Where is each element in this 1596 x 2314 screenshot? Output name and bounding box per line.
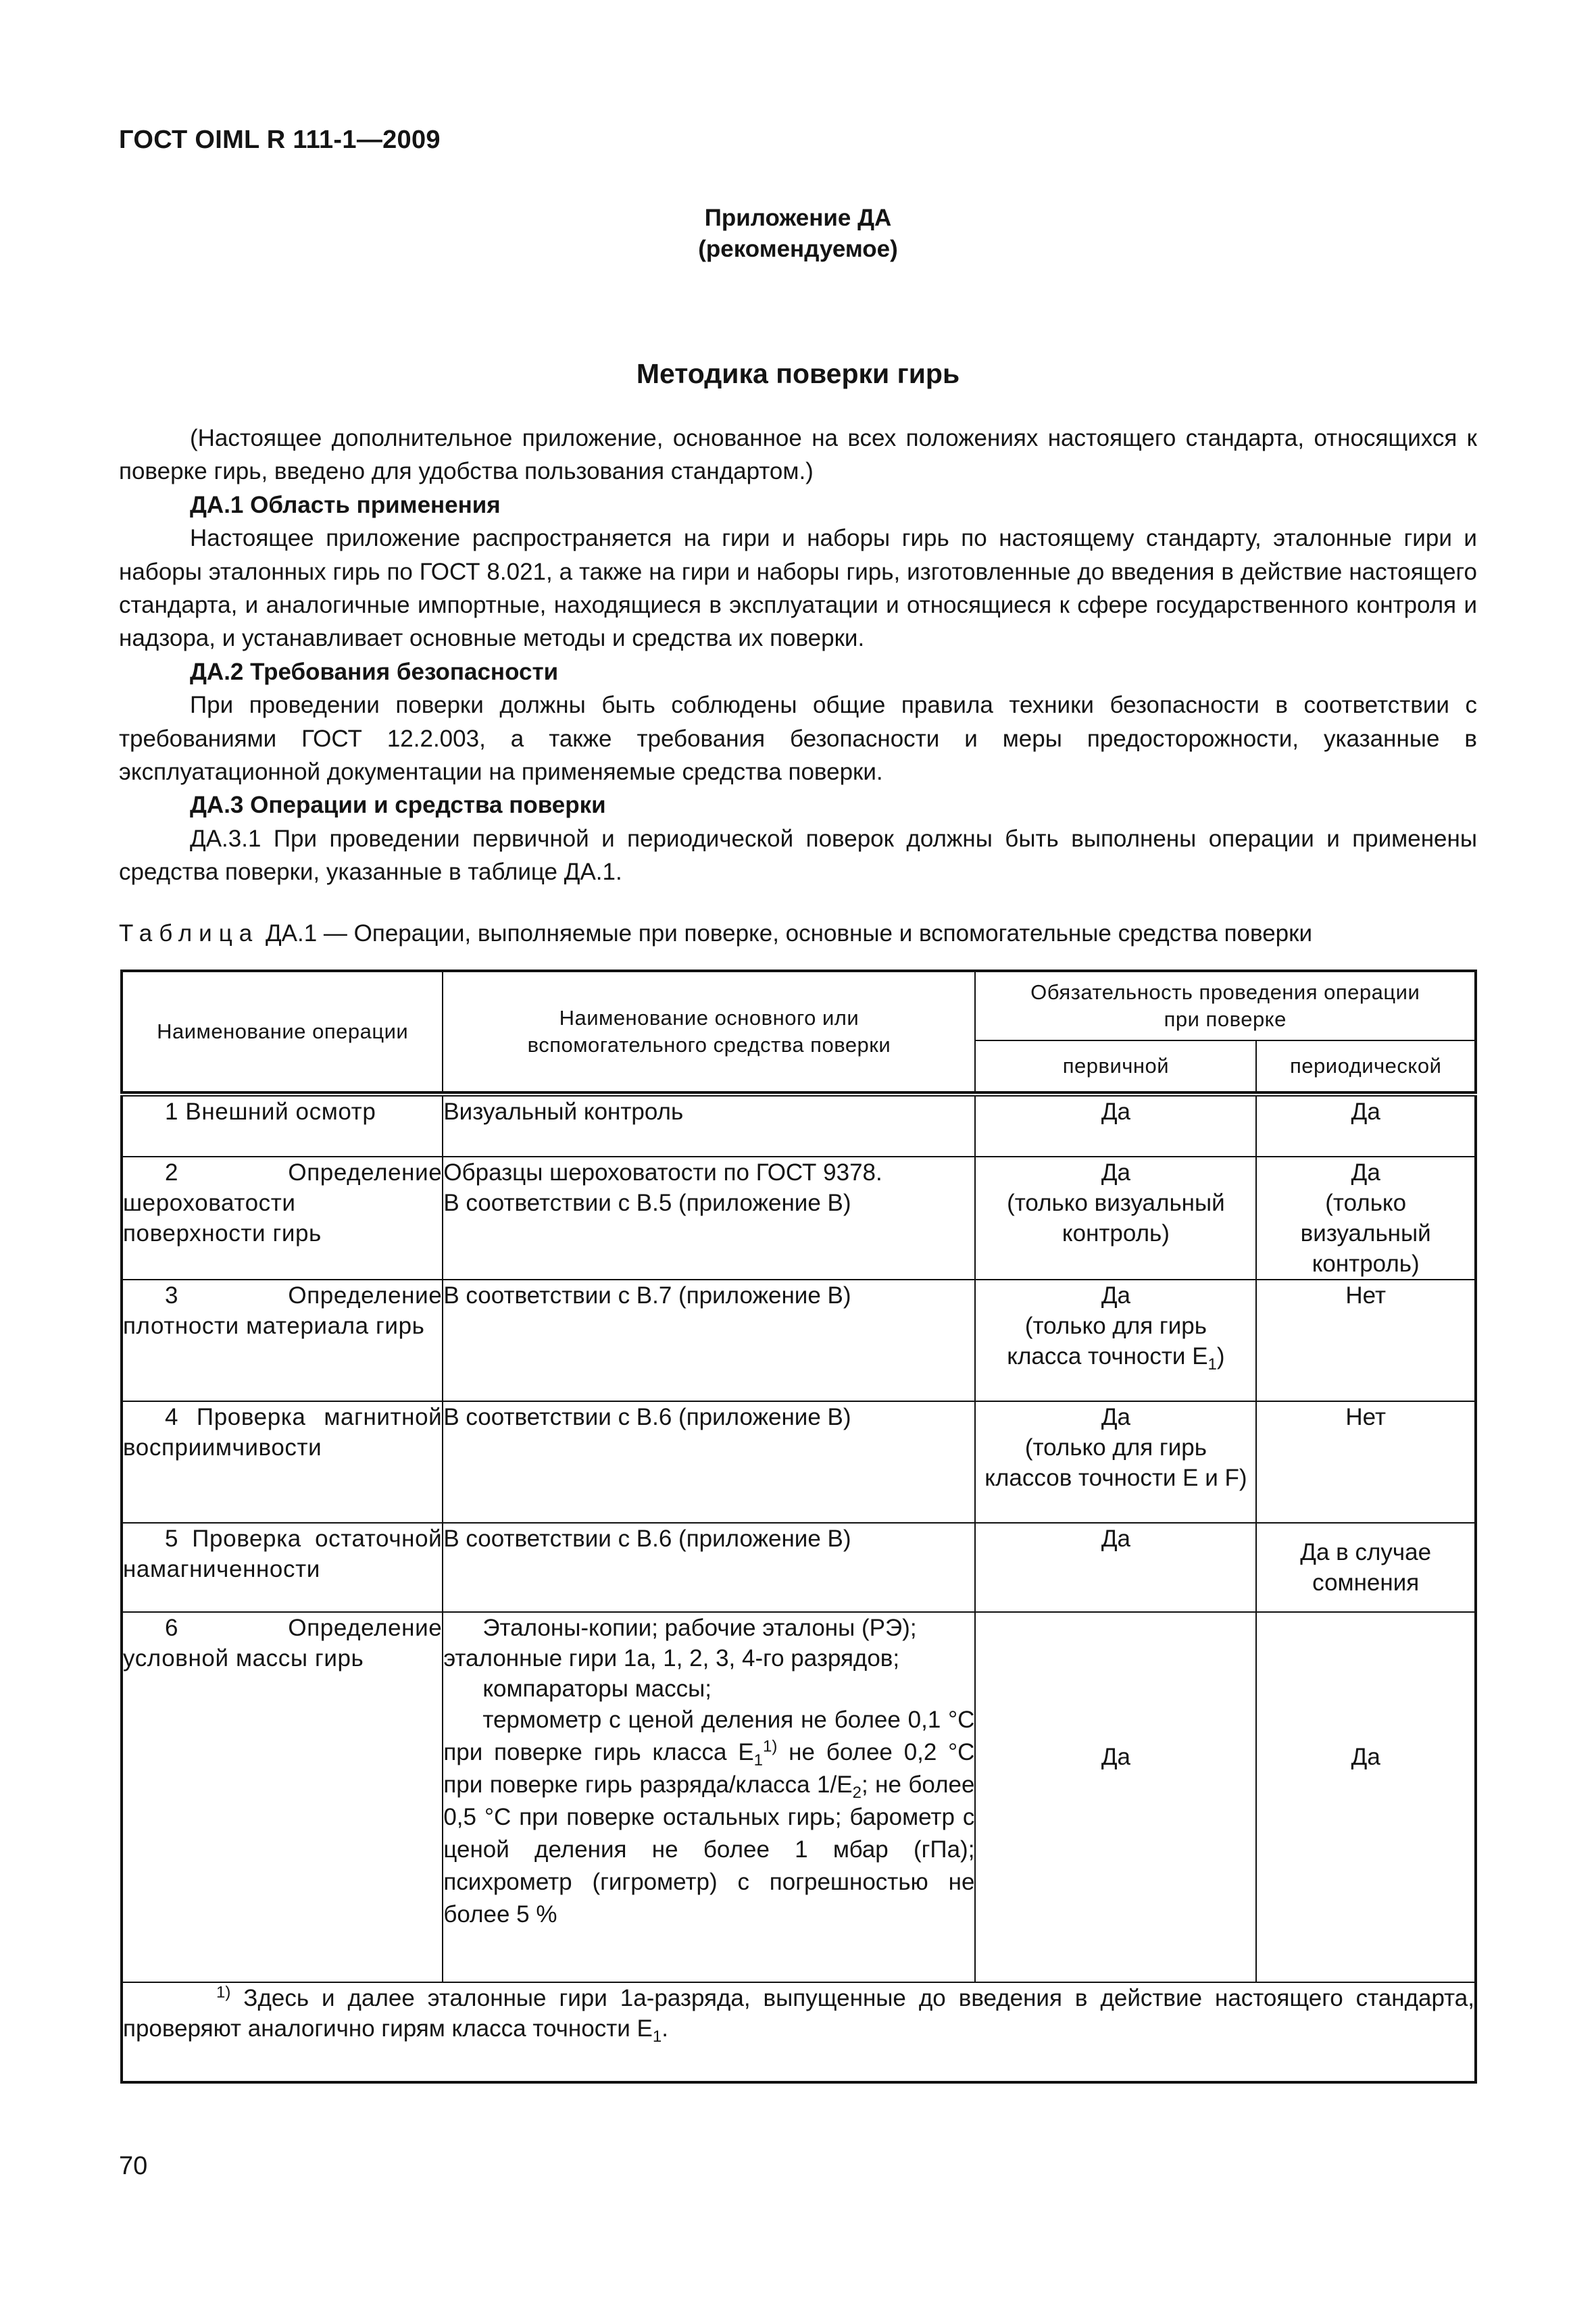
row-4-operation: 4 Проверка магнитной восприимчивости xyxy=(122,1401,443,1523)
row-6-tool-paragraph xyxy=(443,1704,974,1931)
row-4-primary-note: (только для гирь классов точности E и F) xyxy=(984,1434,1247,1491)
row-6-tool-line-a: Эталоны-копии; рабочие эталоны (РЭ); xyxy=(482,1615,917,1641)
row-2-periodic-value: Да xyxy=(1351,1159,1380,1186)
row-1-tool: Визуальный контроль xyxy=(443,1095,975,1157)
row-6-operation: 6 Определение условной массы гирь xyxy=(122,1612,443,1982)
table-row xyxy=(122,1401,1476,1523)
body-text xyxy=(119,422,1477,889)
footnote-subscript: 1 xyxy=(652,2028,662,2046)
row-3-primary xyxy=(975,1280,1256,1401)
page-number: 70 xyxy=(119,2152,148,2180)
table-header-row xyxy=(122,971,1476,1040)
row-5-operation: 5 Проверка остаточной намагниченности xyxy=(122,1523,443,1612)
table-footnote xyxy=(122,1982,1476,2082)
row-6-periodic: Да xyxy=(1256,1612,1476,1982)
section-3-title: ДА.3 Операции и средства поверки xyxy=(190,792,606,819)
appendix-heading xyxy=(119,203,1477,265)
row-5-periodic: Да в случае сомнения xyxy=(1256,1523,1476,1612)
footnote-end: . xyxy=(662,2015,668,2042)
header-tool: Наименование основного или вспомогательного средства поверки xyxy=(443,971,975,1092)
row-3-operation: 3 Определение плотности материала гирь xyxy=(122,1280,443,1401)
footnote-text: Здесь и далее эталонные гири 1а-разряда, выпущенные до введения в действие настоящего стандарта, проверяют аналогично гирям класса точности E xyxy=(123,1985,1474,2042)
row-6-subscript-2: 2 xyxy=(852,1784,862,1802)
document-title: Методика поверки гирь xyxy=(636,358,960,389)
row-3-primary-subscript: 1 xyxy=(1207,1355,1217,1374)
header-primary: первичной xyxy=(975,1040,1256,1092)
appendix-title: Приложение ДА xyxy=(704,205,892,231)
row-6-tool-text-d: термометр с ценой деления не более 0,1 °С при поверке гирь класса E xyxy=(443,1707,975,1765)
row-6-subscript-1: 1 xyxy=(753,1751,764,1769)
verification-table xyxy=(120,970,1477,2084)
row-4-primary xyxy=(975,1401,1256,1523)
row-2-primary-value: Да xyxy=(1101,1159,1130,1186)
row-6-tool-text-e: не более 0,2 °С при поверке гирь разряда/класса 1/E xyxy=(443,1739,975,1798)
table-row xyxy=(122,1157,1476,1280)
section-2-text: При проведении поверки должны быть соблюдены общие правила техники безопасности в соответствии с требованиями ГОСТ 12.2.003, а также требования безопасности и меры предосторожности, указанные в эксплуатационной документации на применяемые средства поверки. xyxy=(119,692,1477,786)
row-6-tool xyxy=(443,1612,975,1982)
row-3-tool: В соответствии с В.7 (приложение В) xyxy=(443,1280,975,1401)
section-3-text: ДА.3.1 При проведении первичной и периодической поверок должны быть выполнены операции и применены средства поверки, указанные в таблице ДА.1. xyxy=(119,825,1477,886)
row-4-primary-value: Да xyxy=(1101,1404,1130,1430)
table-caption-text: ДА.1 — Операции, выполняемые при поверке, основные и вспомогательные средства поверки xyxy=(265,920,1312,947)
row-3-primary-note xyxy=(976,1311,1255,1372)
document-header: ГОСТ OIML R 111-1—2009 xyxy=(119,126,441,154)
row-6-primary: Да xyxy=(975,1612,1256,1982)
table-row xyxy=(122,1612,1476,1982)
intro-paragraph: (Настоящее дополнительное приложение, основанное на всех положениях настоящего стандарта, относящихся к поверке гирь, введено для удобства пользования стандартом.) xyxy=(119,425,1477,485)
row-3-primary-note-end: ) xyxy=(1216,1343,1225,1369)
section-1-text: Настоящее приложение распространяется на гири и наборы гирь по настоящему стандарту, эталонные гири и наборы эталонных гирь по ГОСТ 8.021, а также на гири и наборы гирь, изготовленные до введения в действие настоящего стандарта, и аналогичные импортные, находящиеся в эксплуатации и относящиеся к сфере государственного контроля и надзора, и устанавливает основные методы и средства их поверки. xyxy=(119,525,1477,652)
row-6-footnote-ref: 1) xyxy=(763,1737,778,1756)
row-2-periodic-note: (только визуальный контроль) xyxy=(1300,1190,1431,1277)
footnote-mark: 1) xyxy=(216,1983,231,2002)
row-2-operation: 2 Определение шероховатости поверхности гирь xyxy=(122,1157,443,1280)
row-2-periodic xyxy=(1256,1157,1476,1280)
section-2-title: ДА.2 Требования безопасности xyxy=(190,658,559,685)
table-row xyxy=(122,1280,1476,1401)
row-1-primary: Да xyxy=(975,1095,1256,1157)
header-obligation: Обязательность проведения операции при поверке xyxy=(975,971,1476,1040)
appendix-status: (рекомендуемое) xyxy=(698,236,898,262)
table-caption xyxy=(119,920,1477,947)
table-row xyxy=(122,1523,1476,1612)
row-2-tool xyxy=(443,1157,975,1280)
table-caption-word: Таблица xyxy=(119,920,259,947)
row-3-primary-value: Да xyxy=(1101,1282,1130,1309)
table-footnote-row xyxy=(122,1982,1476,2082)
row-6-tool-line-b: эталонные гири 1а, 1, 2, 3, 4-го разрядов; xyxy=(443,1645,900,1671)
row-2-tool-line-1: Образцы шероховатости по ГОСТ 9378. xyxy=(443,1159,882,1186)
row-2-primary xyxy=(975,1157,1256,1280)
row-4-tool: В соответствии с В.6 (приложение В) xyxy=(443,1401,975,1523)
row-2-primary-note: (только визуальный контроль) xyxy=(1007,1190,1225,1247)
table-row xyxy=(122,1095,1476,1157)
row-2-tool-line-2: В соответствии с В.5 (приложение В) xyxy=(443,1190,851,1216)
row-3-periodic: Нет xyxy=(1256,1280,1476,1401)
header-periodic: периодической xyxy=(1256,1040,1476,1092)
row-1-operation: 1 Внешний осмотр xyxy=(122,1095,443,1157)
section-1-title: ДА.1 Область применения xyxy=(190,491,501,518)
row-1-periodic: Да xyxy=(1256,1095,1476,1157)
header-operation: Наименование операции xyxy=(122,971,443,1092)
row-4-periodic: Нет xyxy=(1256,1401,1476,1523)
row-6-tool-text-f: ; не более 0,5 °С при поверке остальных гирь; барометр с ценой деления не более 1 мбар (гПа); психрометр (гигрометр) с погрешностью не более 5 % xyxy=(443,1771,975,1928)
row-5-tool: В соответствии с В.6 (приложение В) xyxy=(443,1523,975,1612)
row-5-primary: Да xyxy=(975,1523,1256,1612)
row-6-tool-line-c: компараторы массы; xyxy=(482,1676,712,1702)
row-3-primary-note-text: (только для гирь класса точности E xyxy=(1007,1313,1208,1369)
